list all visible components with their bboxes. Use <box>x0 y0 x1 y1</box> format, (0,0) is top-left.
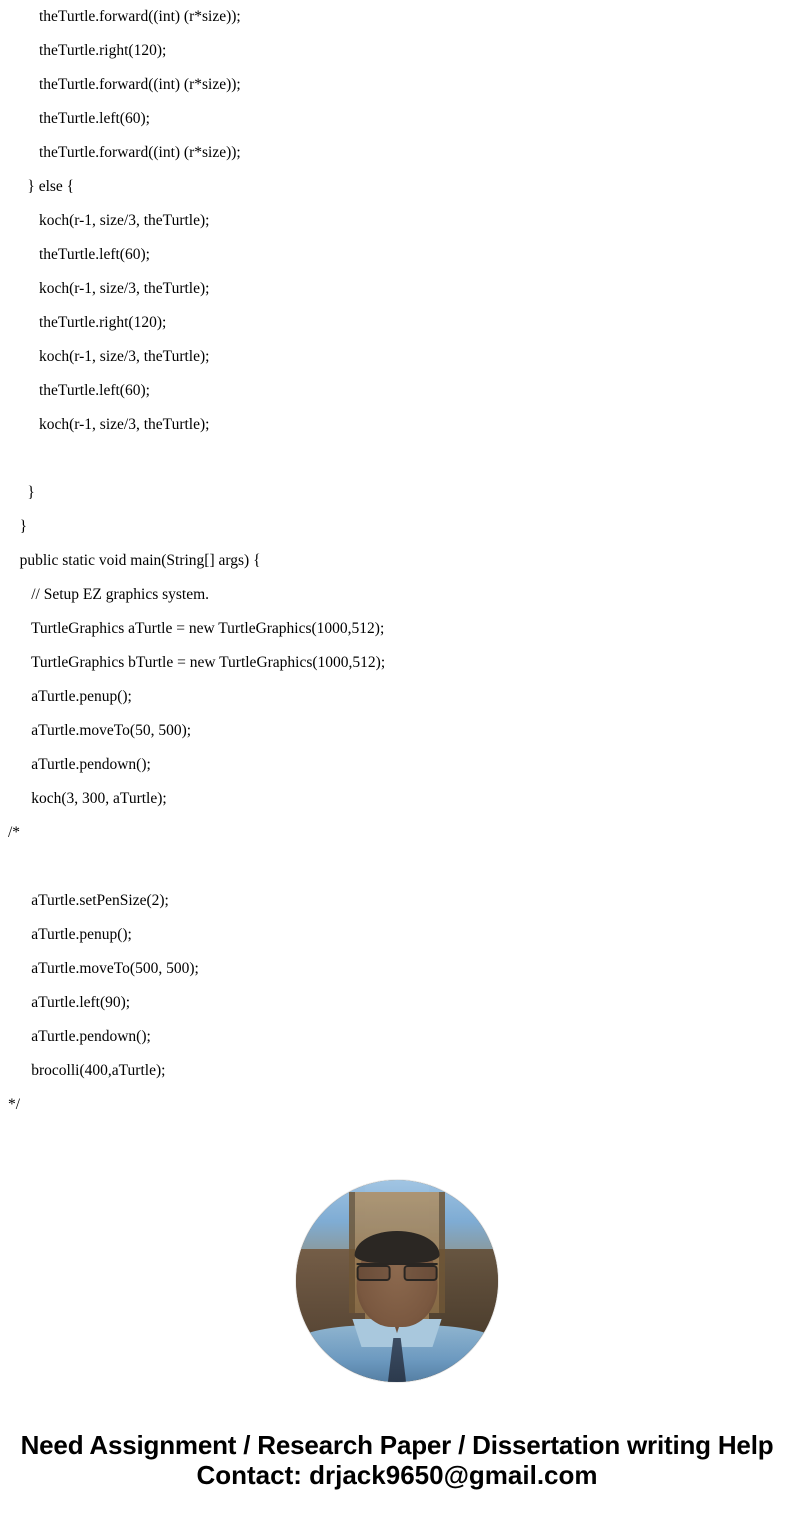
code-line-comment-open: /* <box>8 824 21 841</box>
code-line: koch(r-1, size/3, theTurtle); <box>8 280 210 297</box>
code-line: aTurtle.moveTo(50, 500); <box>8 722 192 739</box>
code-line: public static void main(String[] args) { <box>8 552 261 569</box>
code-line: // Setup EZ graphics system. <box>8 586 210 603</box>
code-line: theTurtle.left(60); <box>8 110 150 127</box>
code-line: koch(r-1, size/3, theTurtle); <box>8 416 210 433</box>
code-line: theTurtle.forward((int) (r*size)); <box>8 8 241 25</box>
code-line: koch(r-1, size/3, theTurtle); <box>8 348 210 365</box>
code-line: koch(r-1, size/3, theTurtle); <box>8 212 210 229</box>
code-line-blank <box>0 442 794 476</box>
code-line: aTurtle.penup(); <box>8 926 132 943</box>
code-line-comment-close: */ <box>8 1096 21 1113</box>
promo-headline: Need Assignment / Research Paper / Dissertation writing Help <box>20 1430 774 1460</box>
code-line: aTurtle.left(90); <box>8 994 131 1011</box>
code-line: theTurtle.left(60); <box>8 246 150 263</box>
code-line: aTurtle.pendown(); <box>8 756 151 773</box>
avatar <box>296 1180 498 1382</box>
code-line: aTurtle.moveTo(500, 500); <box>8 960 199 977</box>
code-line: TurtleGraphics bTurtle = new TurtleGraphics(1000,512); <box>8 654 386 671</box>
code-line: theTurtle.forward((int) (r*size)); <box>8 144 241 161</box>
code-line: aTurtle.penup(); <box>8 688 132 705</box>
portrait-photo-container <box>0 1180 794 1382</box>
code-line: theTurtle.left(60); <box>8 382 150 399</box>
glasses-icon <box>357 1263 438 1281</box>
code-line: koch(3, 300, aTurtle); <box>8 790 167 807</box>
code-line: aTurtle.pendown(); <box>8 1028 151 1045</box>
code-line-blank <box>0 850 794 884</box>
code-line: brocolli(400,aTurtle); <box>8 1062 166 1079</box>
code-line: theTurtle.right(120); <box>8 314 167 331</box>
code-line: } else { <box>8 178 75 195</box>
code-line: } <box>8 518 28 535</box>
code-line: aTurtle.setPenSize(2); <box>8 892 169 909</box>
code-line: } <box>8 484 35 501</box>
promo-banner <box>0 1430 794 1491</box>
promo-contact: Contact: drjack9650@gmail.com <box>196 1460 598 1490</box>
code-line: TurtleGraphics aTurtle = new TurtleGraphics(1000,512); <box>8 620 385 637</box>
code-line: theTurtle.right(120); <box>8 42 167 59</box>
code-line: theTurtle.forward((int) (r*size)); <box>8 76 241 93</box>
